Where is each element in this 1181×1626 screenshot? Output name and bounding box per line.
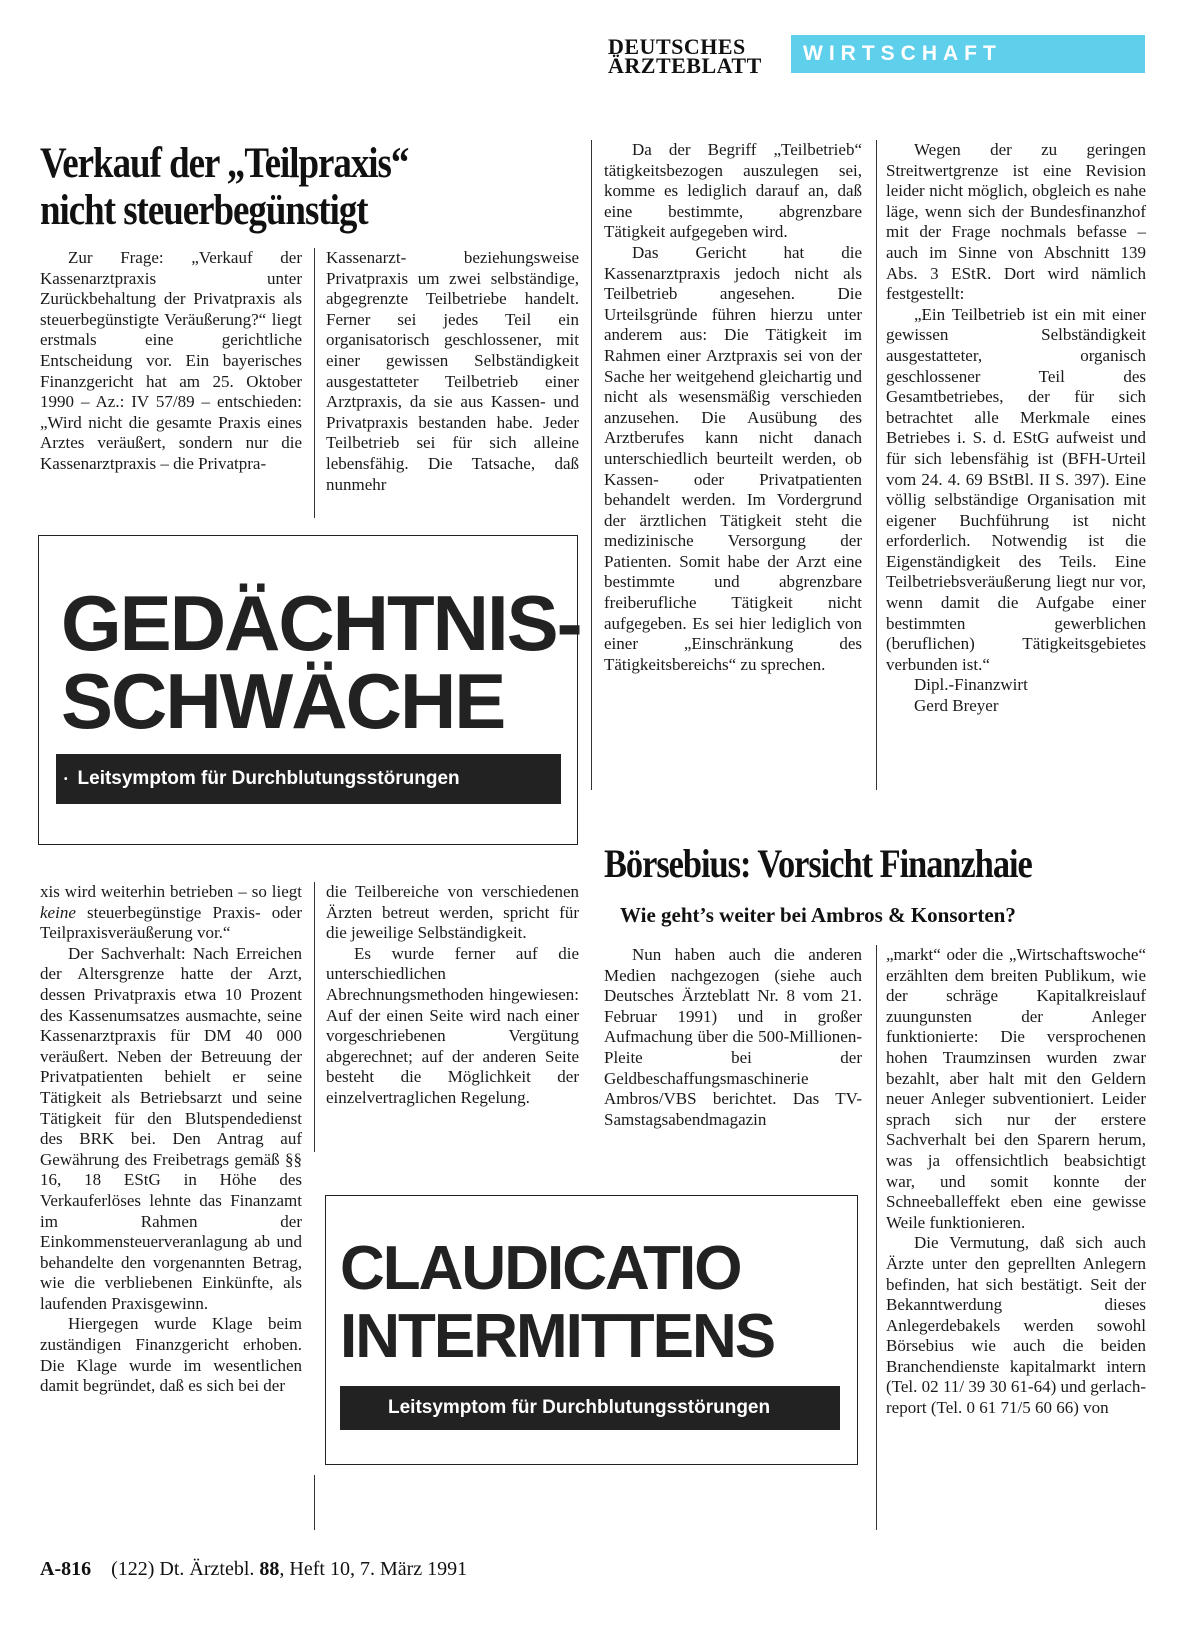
ad-gedaechtnisschwaeche xyxy=(38,535,581,845)
article1-col3 xyxy=(604,140,862,675)
article2-col3 xyxy=(604,945,862,1130)
article2-subheadline: Wie geht’s weiter bei Ambros & Konsorten? xyxy=(620,903,1016,927)
ad1-tagline: Leitsymptom für Durchblutungsstörungen xyxy=(77,768,460,789)
emphasis: keine xyxy=(40,902,76,922)
text-run: xis wird weiterhin betrieben – so liegt xyxy=(40,882,302,901)
paragraph: Das Gericht hat die Kassenarztpraxis jedoch nicht als Teilbetrieb angesehen. Die Urteilsgründe führen hierzu unter anderem aus: Die Tätigkeit im Rahmen einer Arztpraxis sei von der Sache her weitgehend gleichartig und nicht als wesensmäßig verschieden anzusehen. Die Ausübung des Arztberufes kann nicht danach unterschiedlich beurteilt werden, ob Kassen- oder Privatpatienten behandelt werden. Im Vordergrund der ärztlichen Tätigkeit steht die medizinische Versorgung der Patienten. Somit habe der Arzt eine bestimmte und abgrenzbare freiberufliche Tätigkeit nicht aufgegeben. Es sei hier lediglich von einer „Einschränkung des Tätigkeitsbereichs“ zu sprechen. xyxy=(604,242,862,674)
ad2-tagline: Leitsymptom für Durchblutungsstörungen xyxy=(388,1397,771,1418)
section-banner: WIRTSCHAFT xyxy=(791,35,1145,73)
masthead-logo-line1: DEUTSCHES xyxy=(608,34,746,59)
column-rule xyxy=(314,248,315,518)
paragraph: Wegen der zu geringen Streitwertgrenze ist eine Revision leider nicht möglich, obgleich es nahe läge, wenn sich der Bundesfinanzhof mit der Frage nochmals befasse – auch im Sinne von Abschnitt 139 Abs. 3 EStR. Dort wird nämlich festgestellt: xyxy=(886,140,1146,304)
ad2-title-line2: INTERMITTENS xyxy=(340,1302,775,1371)
paragraph xyxy=(40,882,302,944)
paragraph: Kassenarzt- beziehungsweise Privatpraxis um zwei selbständige, abgegrenzte Teilbetriebe handelt. Ferner sei jedes Teil ein organisatorisch geschlossener, mit einer gewissen Selbständigkeit ausgestatteter Teilbetrieb einer Arztpraxis, da sie aus Kassen- und Privatpraxis bestanden habe. Jeder Teilbetrieb sei für sich alleine lebensfähig. Die Tatsache, daß nunmehr xyxy=(326,248,579,494)
article2-col4 xyxy=(886,945,1146,1419)
page-footer xyxy=(40,1558,467,1581)
article1-headline xyxy=(40,140,573,234)
article1-col2-top xyxy=(326,248,579,495)
article1-headline-line2: nicht steuerbegünstigt xyxy=(40,187,368,234)
article1-col4 xyxy=(886,140,1146,717)
issue-pre: (122) Dt. Ärztebl. xyxy=(111,1558,260,1580)
column-rule xyxy=(591,140,592,790)
column-rule xyxy=(314,882,315,1152)
column-rule xyxy=(314,1475,315,1530)
ad1-tagline-bar xyxy=(56,754,561,804)
masthead-logo-line2: ÄRZTEBLATT xyxy=(608,53,762,78)
page-code: A-816 xyxy=(40,1558,92,1580)
paragraph: Die Vermutung, daß sich auch Ärzte unter den geprellten Anlegern befinden, hat sich bestätigt. Seit der Bekanntwerdung dieses Anlegerdebakels werden sowohl Börsebius wie auch die beiden Branchendienste kapitalmarkt intern (Tel. 02 11/ 39 30 61-64) und gerlach-report (Tel. 0 61 71/5 60 66) von xyxy=(886,1233,1146,1418)
paragraph: Da der Begriff „Teilbetrieb“ tätigkeitsbezogen auszulegen sei, komme es lediglich darauf an, daß eine bestimmte, abgrenzbare Tätigkeit aufgegeben wird. xyxy=(604,140,862,242)
paragraph: Es wurde ferner auf die unterschiedlichen Abrechnungsmethoden hingewiesen: Auf der einen Seite wird nach einer vorgeschriebenen Vergütung abgerechnet; auf der anderen Seite besteht die Möglichkeit der einzelvertraglichen Regelung. xyxy=(326,943,579,1107)
author-line1: Dipl.-Finanzwirt xyxy=(914,675,1028,695)
bullet-icon: • xyxy=(64,773,68,785)
article2-headline: Börsebius: Vorsicht Finanzhaie xyxy=(604,841,1032,886)
article1-col1-top xyxy=(40,248,302,475)
ad1-title-line1: GEDÄCHTNIS- xyxy=(61,579,581,667)
text-run: steuerbegünstige Praxis- oder Teilpraxisveräußerung vor.“ xyxy=(40,902,302,943)
paragraph: die Teilbereiche von verschiedenen Ärzten betreut werden, spricht für die jeweilige Selbständigkeit. xyxy=(326,882,579,943)
issue-post: , Heft 10, 7. März 1991 xyxy=(279,1558,468,1580)
masthead-logo xyxy=(608,34,778,78)
paragraph: Der Sachverhalt: Nach Erreichen der Altersgrenze hatte der Arzt, dessen Privatpraxis etwa 10 Prozent des Kassenumsatzes ausmachte, seine Kassenarztpraxis für DM 40 000 veräußert. Neben der Betreuung der Privatpatienten behielt er seine Tätigkeit als Betriebsarzt und seine Tätigkeit für den Blutspendedienst des BRK bei. Den Antrag auf Gewährung des Freibetrags gemäß §§ 16, 18 EStG in Höhe des Verkauferlöses lehnte das Finanzamt im Rahmen der Einkommensteuerveranlagung ab und behandelte den vorgenannten Betrag, wie die verbliebenen Einkünfte, als laufenden Praxisgewinn. xyxy=(40,943,302,1313)
column-rule xyxy=(876,945,877,1530)
paragraph: Zur Frage: „Verkauf der Kassenarztpraxis unter Zurückbehaltung der Privatpraxis als steuerbegünstigte Veräußerung?“ liegt erstmals eine gerichtliche Entscheidung vor. Ein bayerisches Finanzgericht hat am 25. Oktober 1990 – Az.: IV 57/89 – entschieden: „Wird nicht die gesamte Praxis eines Arztes veräußert, sondern nur die Kassenarztpraxis – die Privatpra- xyxy=(40,248,302,473)
article1-headline-line1: Verkauf der „Teilpraxis“ xyxy=(40,140,409,187)
article1-col1-bottom xyxy=(40,882,302,1397)
ad1-title-line2: SCHWÄCHE xyxy=(61,657,505,745)
ad2-tagline-bar xyxy=(340,1386,840,1430)
volume: 88 xyxy=(259,1558,280,1580)
paragraph: Nun haben auch die anderen Medien nachgezogen (siehe auch Deutsches Ärzteblatt Nr. 8 vom 21. Februar 1991) und in großer Aufmachung über die 500-Millionen-Pleite bei der Geldbeschaffungsmaschinerie Ambros/VBS berichtet. Das TV-Samstagsabendmagazin xyxy=(604,945,862,1129)
paragraph: „Ein Teilbetrieb ist ein mit einer gewissen Selbständigkeit ausgestatteter, organisch geschlossener Teil des Gesamtbetriebes, der für sich betrachtet alle Merkmale eines Betriebes i. S. d. EStG aufweist und für sich lebensfähig ist (BFH-Urteil vom 24. 4. 69 BStBl. II S. 397). Eine völlig selbständige Organisation mit eigener Buchführung ist nicht erforderlich. Notwendig ist die Eigenständigkeit des Teils. Eine Teilbetriebsveräußerung liegt nur vor, wenn damit die Aufgabe einer bestimmten gewerblichen (beruflichen) Tätigkeitsgebietes verbunden ist.“ xyxy=(886,304,1146,674)
article1-col2-bottom xyxy=(326,882,579,1109)
author-line2: Gerd Breyer xyxy=(914,696,999,716)
paragraph: Hiergegen wurde Klage beim zuständigen Finanzgericht erhoben. Die Klage wurde im wesentlichen damit begründet, daß es sich bei der xyxy=(40,1314,302,1396)
ad-claudicatio-intermittens xyxy=(325,1195,858,1465)
paragraph: „markt“ oder die „Wirtschaftswoche“ erzählten dem breiten Publikum, wie der schräge Kapitalkreislauf zuungunsten der Anleger funktionierte: Die versprochenen hohen Traumzinsen wurden zwar bezahlt, aber halt mit den Geldern neuer Anleger subventioniert. Leider sprach sich nur der erstere Sachverhalt bei den Sparern herum, was ja offensichtlich beabsichtigt war, und somit konnte der Schneeballeffekt eben eine gewisse Weile funktionieren. xyxy=(886,945,1146,1232)
ad2-title-line1: CLAUDICATIO xyxy=(340,1234,741,1303)
footer-spacer xyxy=(96,1558,106,1580)
column-rule xyxy=(876,140,877,790)
